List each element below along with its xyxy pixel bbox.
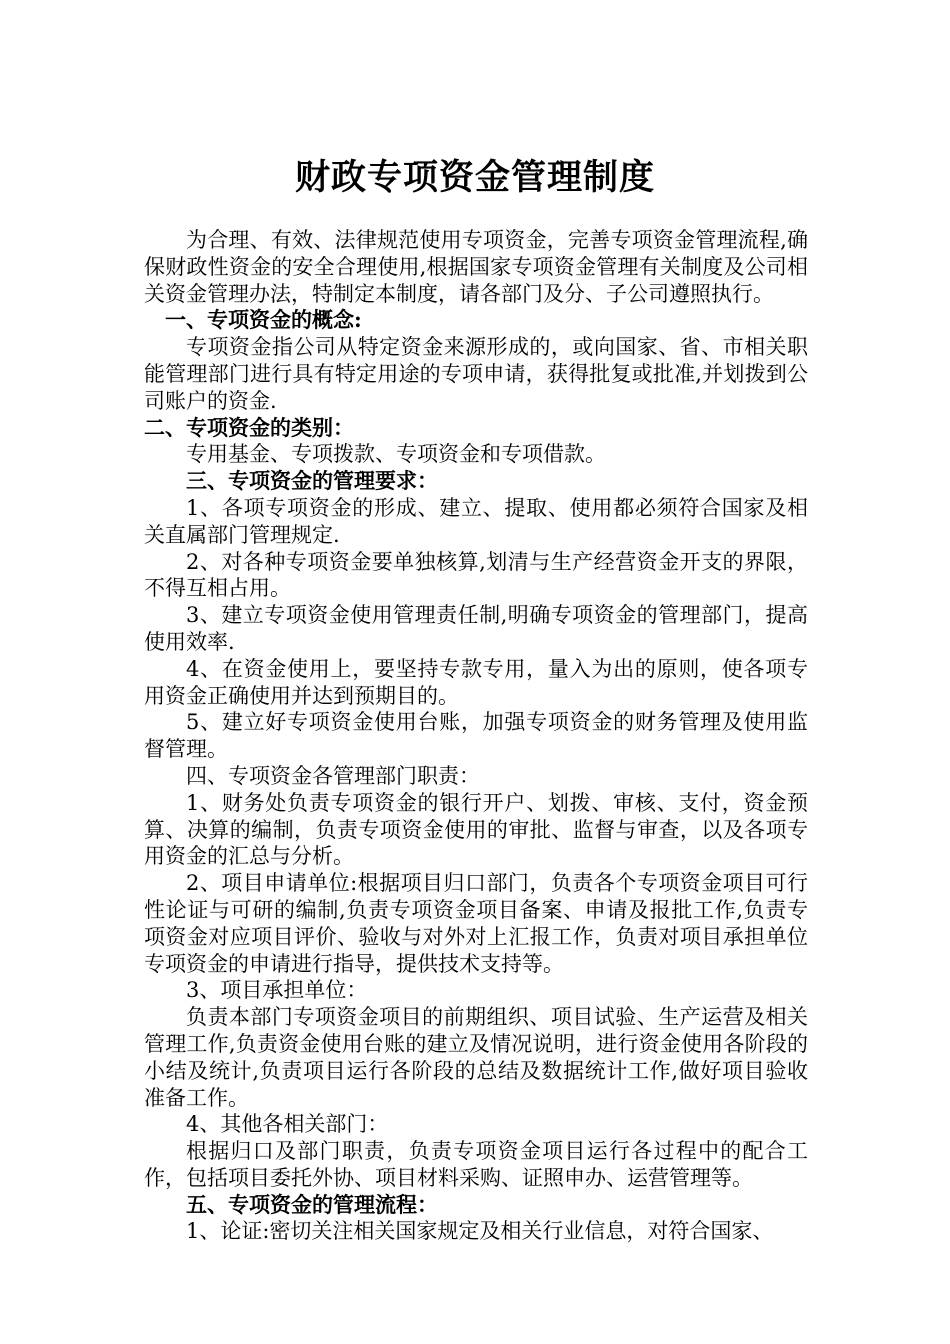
document-title: 财政专项资金管理制度: [294, 157, 655, 198]
section-heading-duties: 四、专项资金各管理部门职责：: [186, 763, 480, 788]
duty-item: 1、财务处负责专项资金的银行开户、划拨、审核、支付，资金预算、决算的编制，负责专项资金使用的审批、监督与审查，以及各项专用资金的汇总与分析。: [144, 790, 808, 869]
duty-item: 2、项目申请单位:根据项目归口部门，负责各个专项资金项目可行性论证与可研的编制,负责专项资金项目备案、申请及报批工作,负责专项资金对应项目评价、验收与对外对上汇报工作，负责对项目承担单位专项资金的申请进行指导，提供技术支持等。: [144, 871, 808, 976]
intro-paragraph: 为合理、有效、法律规范使用专项资金，完善专项资金管理流程,确保财政性资金的安全合理使用,根据国家专项资金管理有关制度及公司相关资金管理办法，特制定本制度，请各部门及分、子公司遵照执行。: [144, 228, 808, 306]
document-body: [144, 227, 808, 1245]
duty-detail: 根据归口及部门职责，负责专项资金项目运行各过程中的配合工作，包括项目委托外协、项目材料采购、证照申办、运营管理等。: [144, 1139, 808, 1190]
requirement-item: 3、建立专项资金使用管理责任制,明确专项资金的管理部门，提高使用效率.: [144, 603, 808, 654]
process-item: 1、论证:密切关注相关国家规定及相关行业信息，对符合国家、: [186, 1219, 774, 1244]
requirement-item: 2、对各种专项资金要单独核算,划清与生产经营资金开支的界限，不得互相占用。: [144, 549, 808, 601]
duty-item: 4、其他各相关部门：: [186, 1112, 389, 1137]
section-heading-requirements: 三、专项资金的管理要求：: [186, 468, 438, 494]
section-heading-concept: 一、专项资金的概念:: [165, 307, 362, 333]
requirement-item: 1、各项专项资金的形成、建立、提取、使用都必须符合国家及相关直属部门管理规定.: [144, 495, 808, 547]
duty-detail: 负责本部门专项资金项目的前期组织、项目试验、生产运营及相关管理工作,负责资金使用台账的建立及情况说明，进行资金使用各阶段的小结及统计,负责项目运行各阶段的总结及数据统计工作,做好项目验收准备工作。: [144, 1005, 808, 1110]
paragraph-category: 专用基金、专项拨款、专项资金和专项借款。: [186, 442, 606, 467]
duty-item: 3、项目承担单位：: [186, 978, 368, 1003]
section-heading-process: 五、专项资金的管理流程：: [186, 1191, 438, 1217]
section-heading-category: 二、专项资金的类别：: [144, 414, 354, 440]
paragraph-concept: 专项资金指公司从特定资金来源形成的，或向国家、省、市相关职能管理部门进行具有特定用途的专项申请，获得批复或批准,并划拨到公司账户的资金.: [144, 335, 808, 413]
requirement-item: 5、建立好专项资金使用台账，加强专项资金的财务管理及使用监督管理。: [144, 710, 808, 762]
requirement-item: 4、在资金使用上，要坚持专款专用，量入为出的原则，使各项专用资金正确使用并达到预期目的。: [144, 656, 808, 708]
